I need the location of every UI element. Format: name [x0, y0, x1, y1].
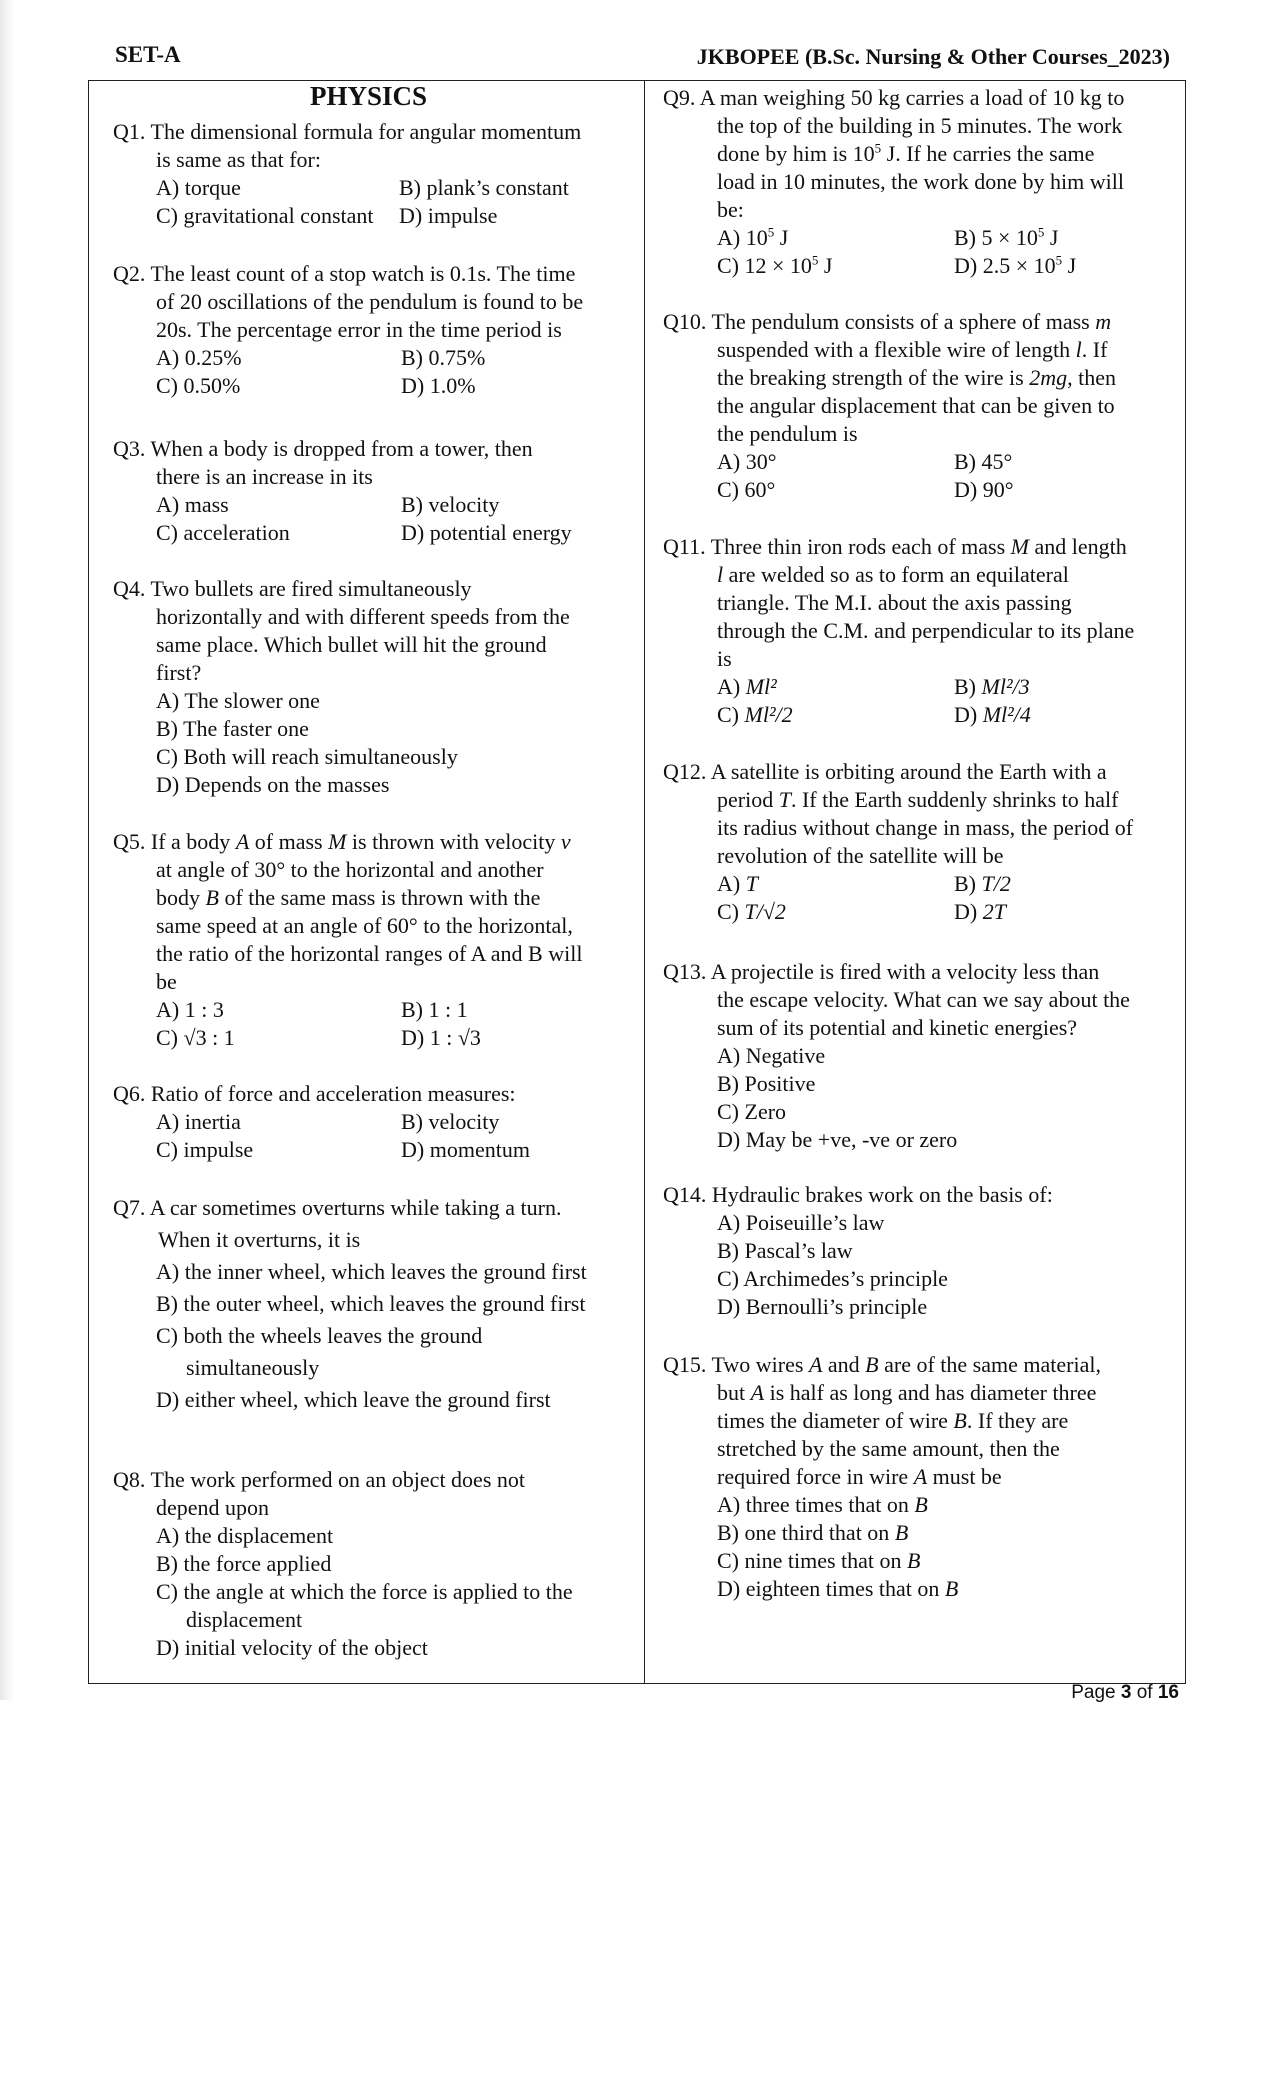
scan-shadow	[0, 0, 14, 1700]
question-number: Q8.	[113, 1467, 146, 1492]
symbol: m	[1095, 309, 1112, 334]
option-c: C) both the wheels leaves the ground	[156, 1323, 483, 1348]
text-fragment: J	[818, 253, 833, 278]
symbol: 2T	[982, 899, 1006, 924]
text-fragment: body	[156, 885, 206, 910]
question-text: A car sometimes overturns while taking a turn.	[149, 1195, 562, 1220]
question-text: sum of its potential and kinetic energies?	[717, 1015, 1078, 1040]
text-fragment: B)	[954, 674, 982, 699]
text-fragment: are welded so as to form an equilateral	[723, 562, 1069, 587]
question-text	[113, 884, 643, 912]
question-text	[663, 561, 1183, 589]
text-fragment: of mass	[249, 829, 329, 854]
symbol: T/2	[981, 871, 1011, 896]
option-a: A) the displacement	[156, 1523, 334, 1548]
text-fragment: . If the Earth suddenly shrinks to half	[790, 787, 1119, 812]
text-fragment: is half as long and has diameter three	[764, 1380, 1097, 1405]
option-c: C) acceleration	[156, 520, 290, 545]
question-11	[663, 533, 1183, 729]
symbol: A	[808, 1352, 823, 1377]
question-text: Hydraulic brakes work on the basis of:	[711, 1182, 1053, 1207]
option-a: A) The slower one	[156, 688, 320, 713]
symbol: A	[750, 1380, 765, 1405]
text-fragment: Two wires	[711, 1352, 809, 1377]
text-fragment: If a body	[150, 829, 236, 854]
text-fragment: C)	[717, 899, 745, 924]
option-d: D) initial velocity of the object	[156, 1635, 428, 1660]
superscript: 5	[1055, 252, 1063, 268]
option-b: B) The faster one	[156, 716, 309, 741]
option-a	[717, 870, 954, 898]
option-a: A) torque	[156, 175, 241, 200]
question-text: same place. Which bullet will hit the ground	[156, 632, 547, 657]
text-fragment: A) three times that on	[717, 1492, 915, 1517]
question-text: the pendulum is	[717, 421, 858, 446]
subject-title: PHYSICS	[310, 81, 428, 111]
question-text: Two bullets are fired simultaneously	[150, 576, 472, 601]
question-13	[663, 958, 1183, 1154]
question-number: Q2.	[113, 261, 146, 286]
superscript: 5	[811, 252, 819, 268]
question-text	[663, 1407, 1183, 1435]
column-divider	[644, 80, 645, 1684]
question-number: Q9.	[663, 85, 696, 110]
question-number: Q1.	[113, 119, 146, 144]
symbol: B	[894, 1520, 909, 1545]
text-fragment: , then	[1067, 365, 1116, 390]
text-fragment: is thrown with velocity	[346, 829, 561, 854]
question-text: stretched by the same amount, then the	[717, 1436, 1060, 1461]
text-fragment: D)	[954, 899, 983, 924]
text-fragment: J	[1044, 225, 1059, 250]
symbol: B	[944, 1576, 959, 1601]
symbol: B	[914, 1492, 928, 1517]
option-a	[717, 224, 954, 252]
question-text	[663, 336, 1183, 364]
option-d	[717, 1575, 1183, 1603]
text-fragment: are of the same material,	[878, 1352, 1101, 1377]
text-fragment: of the same mass is thrown with the	[218, 885, 541, 910]
symbol: Ml²	[745, 674, 777, 699]
symbol: Ml²/2	[744, 702, 793, 727]
symbol: M	[1010, 534, 1029, 559]
options	[113, 1108, 633, 1164]
text-fragment: A)	[717, 674, 746, 699]
option-b: B) the force applied	[156, 1551, 332, 1576]
question-number: Q3.	[113, 436, 146, 461]
option-a: A) the inner wheel, which leaves the ground first	[156, 1259, 587, 1284]
question-text: the top of the building in 5 minutes. The work	[717, 113, 1123, 138]
symbol: M	[328, 829, 347, 854]
option-d: D) 1 : √3	[401, 1025, 481, 1050]
text-fragment: and	[822, 1352, 866, 1377]
question-3	[113, 435, 633, 547]
question-text: same speed at an angle of 60° to the horizontal,	[156, 913, 573, 938]
question-number: Q15.	[663, 1352, 707, 1377]
question-text: be:	[717, 197, 744, 222]
question-7	[113, 1192, 643, 1416]
question-text: its radius without change in mass, the period of	[717, 815, 1134, 840]
question-text: The work performed on an object does not	[150, 1467, 525, 1492]
question-text: the escape velocity. What can we say about the	[717, 987, 1130, 1012]
question-text	[663, 1379, 1183, 1407]
option-a: A) 0.25%	[156, 345, 242, 370]
question-text: the ratio of the horizontal ranges of A and B will	[156, 941, 583, 966]
question-1	[113, 118, 633, 230]
options	[663, 448, 1183, 504]
question-text	[663, 1351, 1183, 1379]
text-fragment: J	[1062, 253, 1077, 278]
options	[663, 1042, 1183, 1154]
text-fragment: D) eighteen times that on	[717, 1576, 945, 1601]
question-text: The dimensional formula for angular momentum	[150, 119, 582, 144]
question-text: Ratio of force and acceleration measures:	[150, 1081, 516, 1106]
superscript: 5	[1037, 224, 1045, 240]
question-4	[113, 575, 633, 799]
option-a: A) mass	[156, 492, 229, 517]
question-text	[113, 828, 643, 856]
options	[113, 491, 633, 547]
option-a: A) 30°	[717, 449, 777, 474]
option-d: D) impulse	[399, 203, 498, 228]
options	[663, 1491, 1183, 1603]
option-a: A) Poiseuille’s law	[717, 1210, 885, 1235]
option-d: D) momentum	[401, 1137, 530, 1162]
superscript: 5	[874, 140, 882, 156]
text-fragment: D)	[954, 702, 983, 727]
question-text: load in 10 minutes, the work done by him will	[717, 169, 1124, 194]
text-fragment: B) 5 × 10	[954, 225, 1038, 250]
option-c	[717, 701, 954, 729]
option-c: C) Archimedes’s principle	[717, 1266, 948, 1291]
question-text: is same as that for:	[156, 147, 321, 172]
option-b: B) Positive	[717, 1071, 816, 1096]
symbol: B	[907, 1548, 921, 1573]
symbol: T	[745, 871, 758, 896]
question-text: A man weighing 50 kg carries a load of 10 kg to	[699, 85, 1125, 110]
page-total: 16	[1157, 1682, 1179, 1703]
question-text: The least count of a stop watch is 0.1s. The time	[150, 261, 576, 286]
question-text: depend upon	[156, 1495, 270, 1520]
symbol: 2mg	[1029, 365, 1068, 390]
question-text	[663, 308, 1183, 336]
option-c: C) gravitational constant	[156, 203, 374, 228]
question-text	[663, 1463, 1183, 1491]
symbol: B	[953, 1408, 967, 1433]
option-b	[954, 870, 1184, 898]
question-number: Q14.	[663, 1182, 707, 1207]
option-d	[954, 701, 1184, 729]
option-b: B) 1 : 1	[401, 997, 468, 1022]
question-text: revolution of the satellite will be	[717, 843, 1004, 868]
question-15	[663, 1351, 1183, 1603]
question-text: of 20 oscillations of the pendulum is found to be	[156, 289, 584, 314]
option-b: B) Pascal’s law	[717, 1238, 853, 1263]
text-fragment: C) nine times that on	[717, 1548, 908, 1573]
option-d	[954, 252, 1184, 280]
options	[113, 344, 643, 400]
text-fragment: . If they are	[966, 1408, 1069, 1433]
option-c-continued: simultaneously	[186, 1355, 320, 1380]
text-fragment: Three thin iron rods each of mass	[710, 534, 1011, 559]
option-b: B) velocity	[401, 492, 500, 517]
symbol: B	[205, 885, 219, 910]
option-d: D) 90°	[954, 477, 1014, 502]
symbol: B	[865, 1352, 879, 1377]
option-c	[717, 1547, 1183, 1575]
options	[663, 224, 1183, 280]
question-text: is	[717, 646, 732, 671]
question-text: there is an increase in its	[156, 464, 373, 489]
option-a	[717, 1491, 1183, 1519]
question-text	[663, 533, 1183, 561]
text-fragment: B) one third that on	[717, 1520, 895, 1545]
text-fragment: but	[717, 1380, 751, 1405]
options	[113, 1256, 643, 1416]
superscript: 5	[767, 224, 775, 240]
option-d: D) Bernoulli’s principle	[717, 1294, 928, 1319]
symbol: T/√2	[744, 899, 786, 924]
question-text	[663, 140, 1183, 168]
text-fragment: D) 2.5 × 10	[954, 253, 1056, 278]
option-a	[717, 673, 954, 701]
question-8	[113, 1466, 643, 1662]
page-of: of	[1136, 1682, 1153, 1703]
question-14	[663, 1181, 1183, 1321]
question-10	[663, 308, 1183, 504]
text-fragment: times the diameter of wire	[717, 1408, 954, 1433]
set-label: SET-A	[115, 42, 181, 67]
text-fragment: C)	[717, 702, 745, 727]
question-text: the angular displacement that can be given to	[717, 393, 1115, 418]
option-c	[717, 898, 954, 926]
option-b	[954, 673, 1184, 701]
text-fragment: period	[717, 787, 779, 812]
text-fragment: suspended with a flexible wire of length	[717, 337, 1076, 362]
options	[663, 1209, 1183, 1321]
option-d: D) potential energy	[401, 520, 572, 545]
question-5	[113, 828, 643, 1052]
text-fragment: and length	[1028, 534, 1127, 559]
text-fragment: the breaking strength of the wire is	[717, 365, 1030, 390]
option-b	[717, 1519, 1183, 1547]
symbol: A	[235, 829, 250, 854]
options	[663, 673, 1183, 729]
option-c: C) Zero	[717, 1099, 787, 1124]
option-a: A) inertia	[156, 1109, 241, 1134]
symbol: Ml²/3	[981, 674, 1030, 699]
question-number: Q13.	[663, 959, 707, 984]
option-d: D) 1.0%	[401, 373, 476, 398]
option-c: C) impulse	[156, 1137, 254, 1162]
option-b	[954, 224, 1184, 252]
option-b: B) velocity	[401, 1109, 500, 1134]
question-text: A satellite is orbiting around the Earth with a	[710, 759, 1107, 784]
question-6	[113, 1080, 633, 1164]
question-number: Q5.	[113, 829, 146, 854]
option-c: C) 0.50%	[156, 373, 241, 398]
question-2	[113, 260, 643, 400]
options	[113, 996, 643, 1052]
option-c: C) 60°	[717, 477, 776, 502]
option-b: B) the outer wheel, which leaves the ground first	[156, 1291, 586, 1316]
text-fragment: A) 10	[717, 225, 768, 250]
option-a: A) Negative	[717, 1043, 826, 1068]
question-text: first?	[156, 660, 202, 685]
question-text: When a body is dropped from a tower, then	[150, 436, 533, 461]
question-text: 20s. The percentage error in the time period is	[156, 317, 562, 342]
options	[113, 687, 633, 799]
question-text: horizontally and with different speeds from the	[156, 604, 570, 629]
question-9	[663, 84, 1183, 280]
question-number: Q11.	[663, 534, 706, 559]
option-d: D) Depends on the masses	[156, 772, 390, 797]
option-c: C) the angle at which the force is applied to the	[156, 1579, 573, 1604]
text-fragment: C) 12 × 10	[717, 253, 812, 278]
question-text: at angle of 30° to the horizontal and another	[156, 857, 544, 882]
page-current: 3	[1120, 1682, 1132, 1703]
options	[663, 870, 1183, 926]
option-c: C) Both will reach simultaneously	[156, 744, 458, 769]
question-number: Q10.	[663, 309, 707, 334]
text-fragment: required force in wire	[717, 1464, 914, 1489]
exam-title: JKBOPEE (B.Sc. Nursing & Other Courses_2023)	[696, 44, 1170, 69]
question-text	[663, 364, 1183, 392]
question-text: be	[156, 969, 177, 994]
text-fragment: J. If he carries the same	[881, 141, 1095, 166]
question-text	[663, 786, 1183, 814]
text-fragment: The pendulum consists of a sphere of mass	[711, 309, 1096, 334]
question-number: Q7.	[113, 1195, 146, 1220]
question-text: When it overturns, it is	[158, 1227, 361, 1252]
symbol: l	[1075, 337, 1082, 362]
text-fragment: . If	[1081, 337, 1108, 362]
options	[113, 174, 633, 230]
page-label: Page	[1071, 1682, 1116, 1703]
question-number: Q12.	[663, 759, 707, 784]
question-number: Q4.	[113, 576, 146, 601]
page-number	[1071, 1682, 1179, 1704]
symbol: T	[778, 787, 791, 812]
option-c: C) √3 : 1	[156, 1025, 235, 1050]
option-d: D) either wheel, which leave the ground first	[156, 1387, 551, 1412]
option-d: D) May be +ve, -ve or zero	[717, 1127, 958, 1152]
text-fragment: B)	[954, 871, 982, 896]
options	[113, 1522, 643, 1662]
option-b: B) 45°	[954, 449, 1013, 474]
option-b: B) plank’s constant	[399, 175, 569, 200]
question-number: Q6.	[113, 1081, 146, 1106]
question-text: A projectile is fired with a velocity less than	[710, 959, 1100, 984]
option-c-continued: displacement	[186, 1607, 303, 1632]
symbol: v	[560, 829, 571, 854]
option-b: B) 0.75%	[401, 345, 486, 370]
question-text: through the C.M. and perpendicular to its plane	[717, 618, 1135, 643]
text-fragment: done by him is 10	[717, 141, 875, 166]
text-fragment: A)	[717, 871, 746, 896]
symbol: Ml²/4	[982, 702, 1031, 727]
text-fragment: J	[774, 225, 789, 250]
option-d	[954, 898, 1184, 926]
symbol: A	[913, 1464, 928, 1489]
question-text: triangle. The M.I. about the axis passing	[717, 590, 1072, 615]
symbol: l	[717, 562, 724, 587]
option-c	[717, 252, 954, 280]
text-fragment: must be	[927, 1464, 1002, 1489]
option-a: A) 1 : 3	[156, 997, 224, 1022]
question-12	[663, 758, 1183, 926]
